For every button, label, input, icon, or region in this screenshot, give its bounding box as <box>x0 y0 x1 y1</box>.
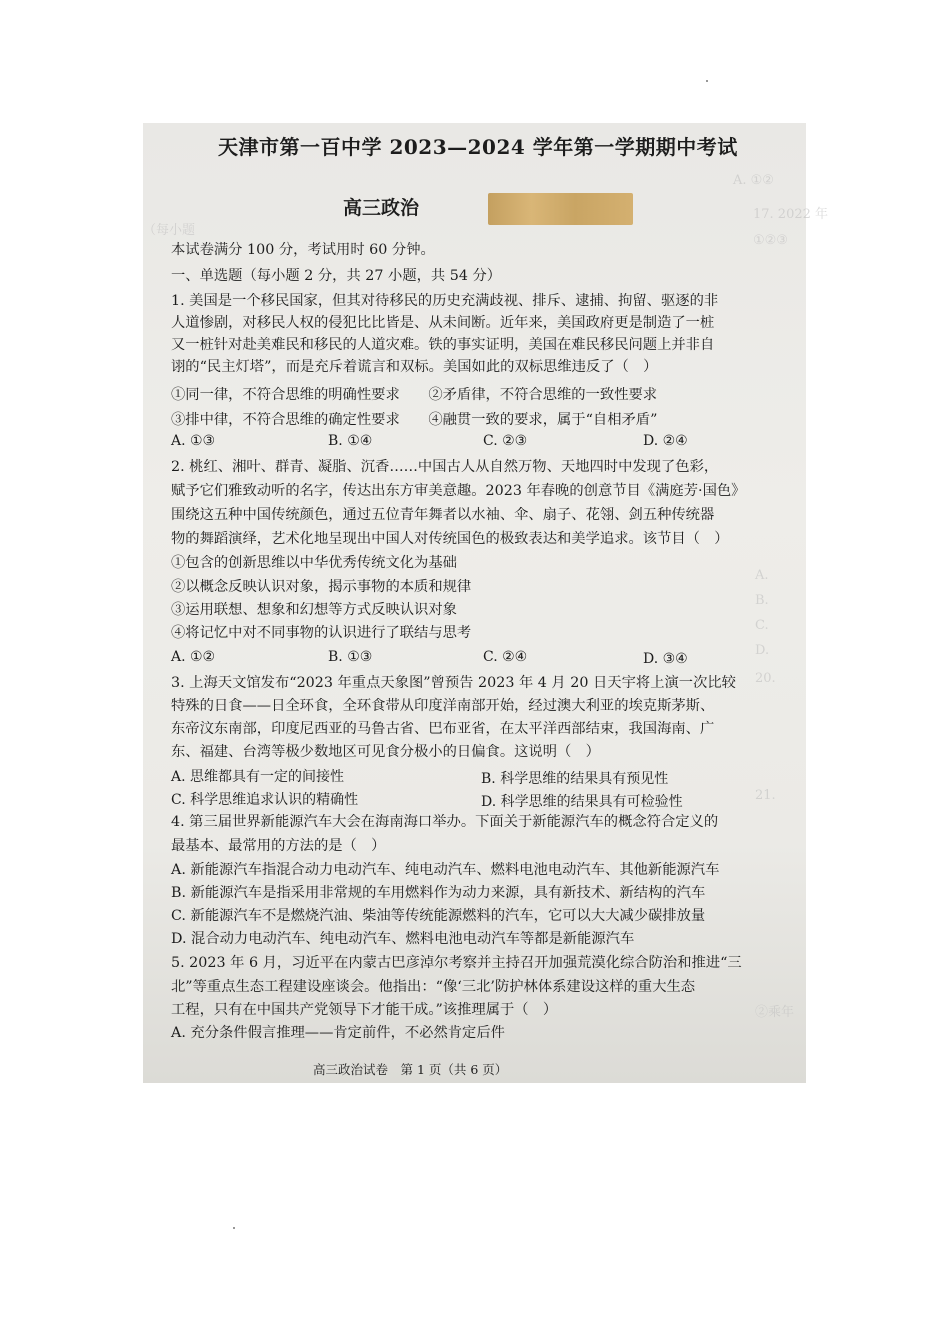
q4-stem-line: 最基本、最常用的方法的是（ ） <box>171 838 386 854</box>
q4-option-d: D. 混合动力电动汽车、纯电动汽车、燃料电池电动汽车等都是新能源汽车 <box>171 931 635 947</box>
q2-stem-line: 赋予它们雅致动听的名字，传达出东方审美意趣。2023 年春晚的创意节目《满庭芳·国色》 <box>171 483 746 499</box>
q1-stem-line: 1. 美国是一个移民国家，但其对待移民的历史充满歧视、排斥、逮捕、拘留、驱逐的非 <box>171 293 719 309</box>
q3-option-d: D. 科学思维的结果具有可检验性 <box>481 794 683 810</box>
q3-stem-line: 东、福建、台湾等极少数地区可见食分极小的日偏食。这说明（ ） <box>171 744 600 760</box>
bleed-through-text: 20. <box>755 671 776 686</box>
q1-statement: ③排中律，不符合思维的确定性要求 ④融贯一致的要求，属于“自相矛盾” <box>171 412 658 428</box>
bleed-through-text: C. <box>755 618 769 633</box>
scan-speck <box>706 80 708 82</box>
q1-option-d: D. ②④ <box>643 433 688 449</box>
q1-option-c: C. ②③ <box>483 433 528 449</box>
redaction-sticker <box>488 193 633 225</box>
q3-option-a: A. 思维都具有一定的间接性 <box>171 769 345 785</box>
q2-option-a: A. ①② <box>171 649 216 665</box>
q3-stem-line: 特殊的日食——日全环食，全环食带从印度洋南部开始，经过澳大利亚的埃克斯茅斯、 <box>171 698 715 714</box>
q2-statement: ③运用联想、想象和幻想等方式反映认识对象 <box>171 602 457 618</box>
bleed-through-text: 17. 2022 年 <box>753 207 829 222</box>
q2-statement: ①包含的创新思维以中华优秀传统文化为基础 <box>171 555 457 571</box>
scan-speck <box>233 1227 235 1229</box>
q1-stem-line: 人道惨剧，对移民人权的侵犯比比皆是、从未间断。近年来，美国政府更是制造了一桩 <box>171 315 715 331</box>
bleed-through-text: A. <box>755 568 769 583</box>
q3-stem-line: 东帝汶东南部，印度尼西亚的马鲁古省、巴布亚省，在太平洋西部结束，我国海南、广 <box>171 721 715 737</box>
exam-notice: 本试卷满分 100 分，考试用时 60 分钟。 <box>171 242 435 258</box>
q2-stem-line: 2. 桃红、湘叶、群青、凝脂、沉香……中国古人从自然万物、天地四时中发现了色彩， <box>171 459 719 475</box>
q4-stem-line: 4. 第三届世界新能源汽车大会在海南海口举办。下面关于新能源汽车的概念符合定义的 <box>171 814 719 830</box>
q3-option-b: B. 科学思维的结果具有预见性 <box>481 771 669 787</box>
q5-stem-line: 5. 2023 年 6 月，习近平在内蒙古巴彦淖尔考察并主持召开加强荒漠化综合防治和推进“三 <box>171 955 742 971</box>
q2-stem-line: 物的舞蹈演绎，艺术化地呈现出中国人对传统国色的极致表达和美学追求。该节目（ ） <box>171 531 729 547</box>
q2-stem-line: 围绕这五种中国传统颜色，通过五位青年舞者以水袖、伞、扇子、花翎、剑五种传统器 <box>171 507 715 523</box>
exam-title: 天津市第一百中学 2023—2024 学年第一学期期中考试 <box>218 135 738 159</box>
bleed-through-text: ①②③ <box>753 233 788 248</box>
q4-option-c: C. 新能源汽车不是燃烧汽油、柴油等传统能源燃料的汽车，它可以大大减少碳排放量 <box>171 908 706 924</box>
bleed-through-text: 21. <box>755 788 776 803</box>
q2-statement: ②以概念反映认识对象，揭示事物的本质和规律 <box>171 579 472 595</box>
bleed-through-text: A. ①② <box>733 173 774 188</box>
q2-option-b: B. ①③ <box>328 649 373 665</box>
bleed-through-text: ②乘年 <box>755 1005 795 1020</box>
exam-page-photo <box>143 123 829 1083</box>
q5-stem-line: 北”等重点生态工程建设座谈会。他指出：“像‘三北’防护林体系建设这样的重大生态 <box>171 979 696 995</box>
q2-option-d: D. ③④ <box>643 651 688 667</box>
q2-option-c: C. ②④ <box>483 649 528 665</box>
q5-stem-line: 工程，只有在中国共产党领导下才能干成。”该推理属于（ ） <box>171 1002 558 1018</box>
q1-option-a: A. ①③ <box>171 433 216 449</box>
q4-option-b: B. 新能源汽车是指采用非常规的车用燃料作为动力来源，具有新技术、新结构的汽车 <box>171 885 706 901</box>
q1-stem-line: 诩的“民主灯塔”，而是充斥着谎言和双标。美国如此的双标思维违反了（ ） <box>171 359 658 375</box>
q4-option-a: A. 新能源汽车指混合动力电动汽车、纯电动汽车、燃料电池电动汽车、其他新能源汽车 <box>171 862 720 878</box>
bleed-through-text: D. <box>755 643 770 658</box>
section-heading: 一、单选题（每小题 2 分，共 27 小题，共 54 分） <box>171 268 502 284</box>
q2-statement: ④将记忆中对不同事物的认识进行了联结与思考 <box>171 625 472 641</box>
q5-option-a: A. 充分条件假言推理——肯定前件，不必然肯定后件 <box>171 1025 505 1041</box>
q3-option-c: C. 科学思维追求认识的精确性 <box>171 792 359 808</box>
q3-stem-line: 3. 上海天文馆发布“2023 年重点天象图”曾预告 2023 年 4 月 20 日天宇将上演一次比较 <box>171 675 736 691</box>
q1-statement: ①同一律，不符合思维的明确性要求 ②矛盾律，不符合思维的一致性要求 <box>171 387 658 403</box>
exam-subject: 高三政治 <box>343 197 420 219</box>
bleed-through-text: B. <box>755 593 769 608</box>
q1-stem-line: 又一桩针对赴美难民和移民的人道灾难。铁的事实证明，美国在难民移民问题上并非自 <box>171 337 715 353</box>
q1-option-b: B. ①④ <box>328 433 373 449</box>
page-footer: 高三政治试卷 第 1 页（共 6 页） <box>313 1062 508 1077</box>
bleed-through-text: （每小题 <box>143 223 196 238</box>
